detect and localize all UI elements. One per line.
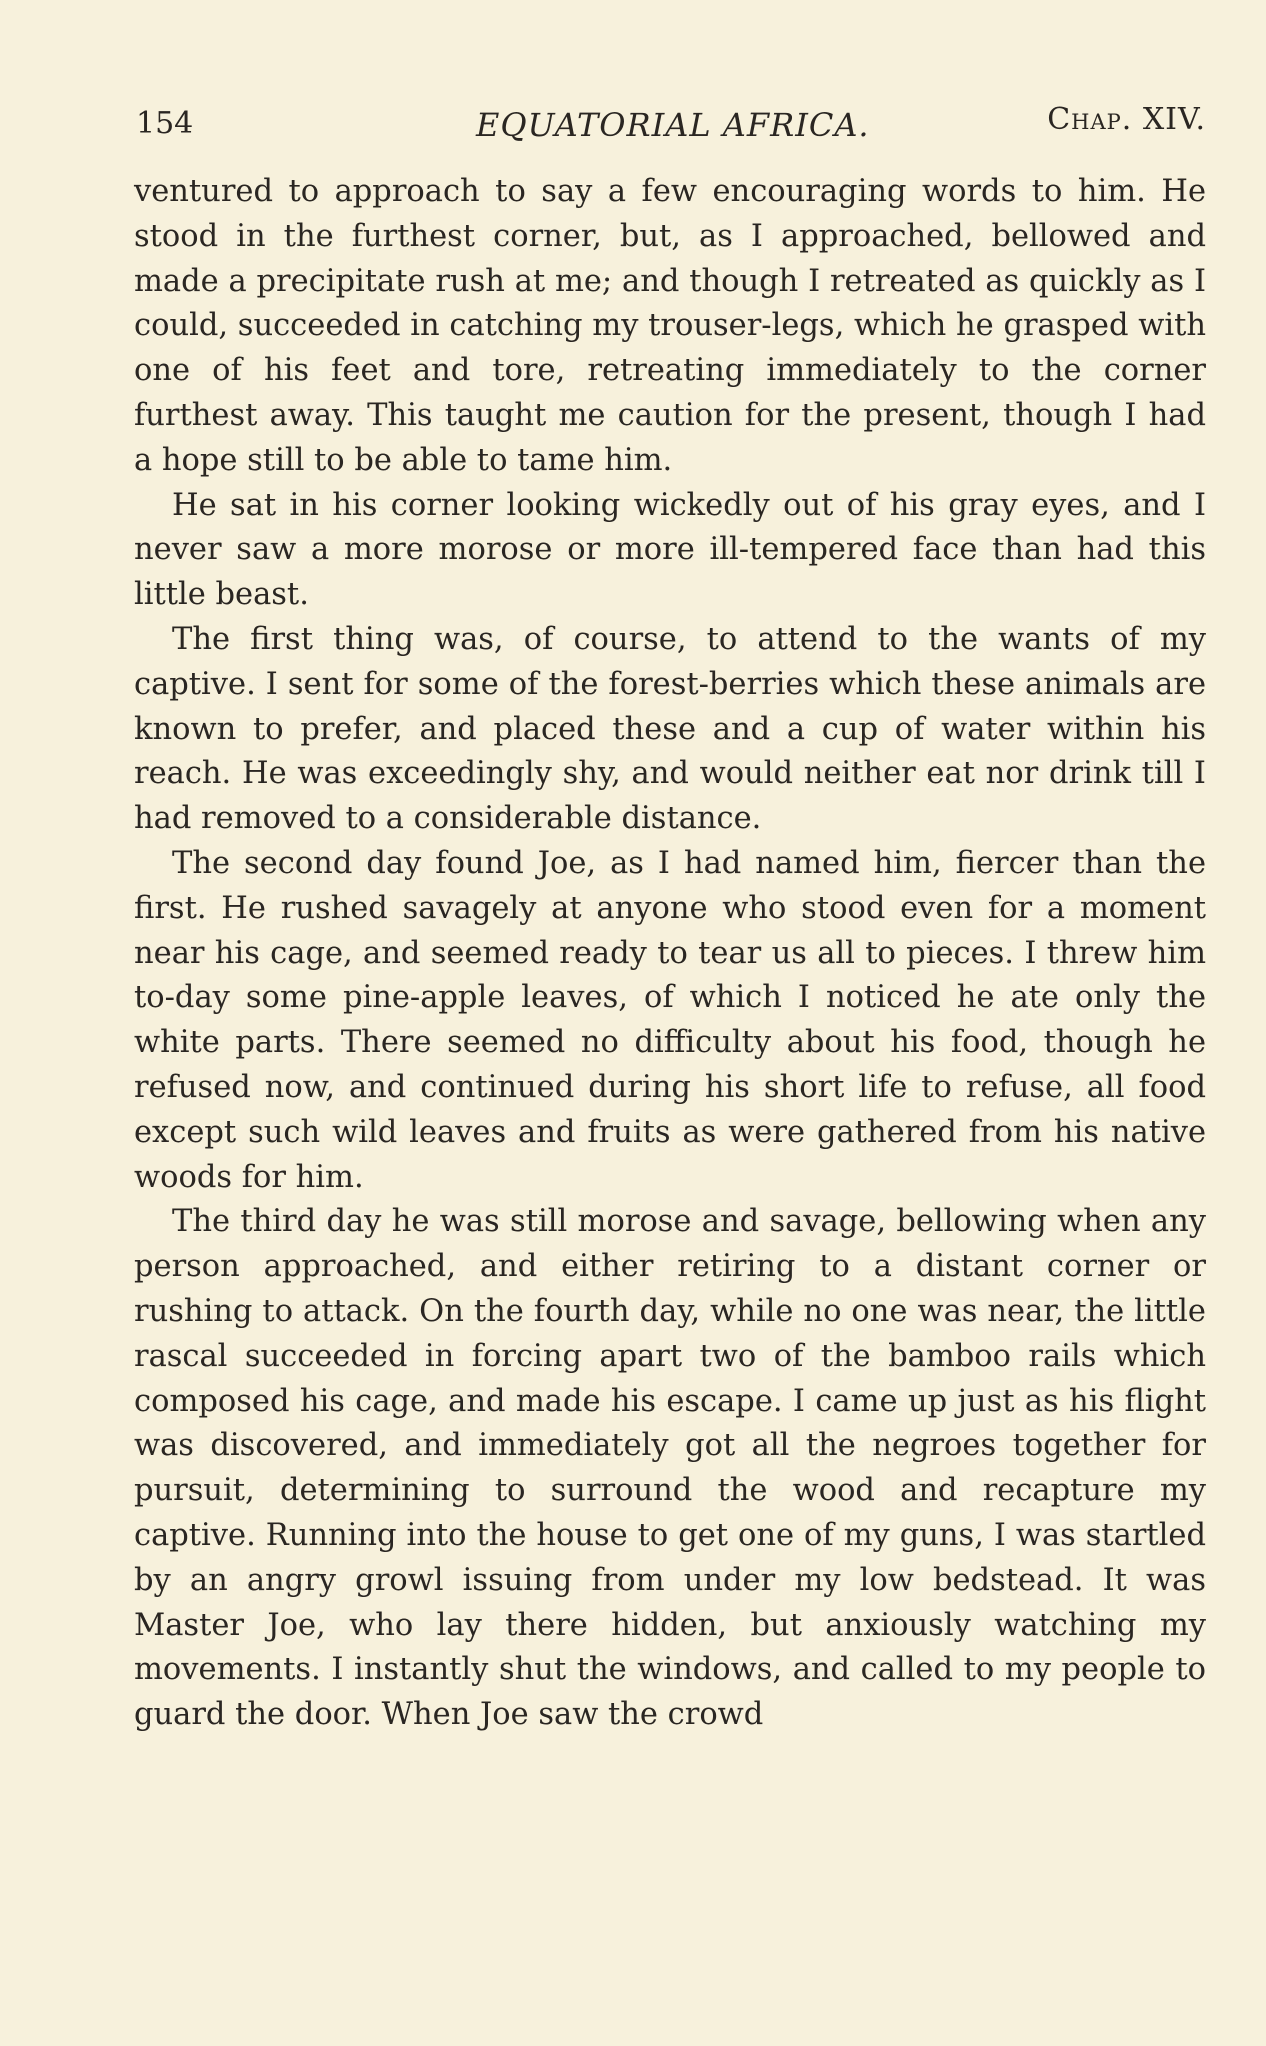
- chapter-label: Chap. XIV.: [1047, 102, 1206, 137]
- paragraph: The first thing was, of course, to attend to the wants of my captive. I sent for some of the forest-berries which these animals are known to prefer, and placed these and a cup of water within his reach. He was exceedingly shy, and would neither eat nor drink till I had removed to a considerable distance.: [134, 621, 1206, 837]
- paragraph: He sat in his corner looking wickedly out of his gray eyes, and I never saw a more morose or more ill-tempered face than had this little beast.: [134, 487, 1206, 613]
- paragraph: The third day he was still morose and savage, bellowing when any person approached, and either retiring to a distant corner or rushing to attack. On the fourth day, while no one was near, the little rascal succeeded in forcing apart two of the bamboo rails which composed his cage, and made his escape. I came up just as his flight was discovered, and immediately got all the negroes together for pursuit, determining to surround the wood and recapture my captive. Running into the house to get one of my guns, I was startled by an angry growl issuing from under my low bedstead. It was Master Joe, who lay there hidden, but anxiously watching my movements. I instantly shut the windows, and called to my people to guard the door. When Joe saw the crowd: [134, 1204, 1206, 1733]
- body-text: [134, 170, 1206, 1738]
- paragraph-continued: ventured to approach to say a few encouraging words to him. He stood in the furthest corner, but, as I approached, bellowed and made a precipitate rush at me; and though I retreated as quickly as I could, succeeded in catching my trouser-legs, which he grasped with one of his feet and tore, retreating immediately to the corner furthest away. This taught me caution for the present, though I had a hope still to be able to tame him.: [134, 174, 1206, 478]
- page-number: 154: [136, 106, 194, 141]
- running-title: EQUATORIAL AFRICA.: [476, 106, 870, 144]
- page-header: [136, 96, 1206, 156]
- paragraph: The second day found Joe, as I had named him, fiercer than the first. He rushed savagely at anyone who stood even for a moment near his cage, and seemed ready to tear us all to pieces. I threw him to-day some pine-apple leaves, of which I noticed he ate only the white parts. There seemed no difficulty about his food, though he refused now, and continued during his short life to refuse, all food except such wild leaves and fruits as were gathered from his native woods for him.: [134, 845, 1206, 1195]
